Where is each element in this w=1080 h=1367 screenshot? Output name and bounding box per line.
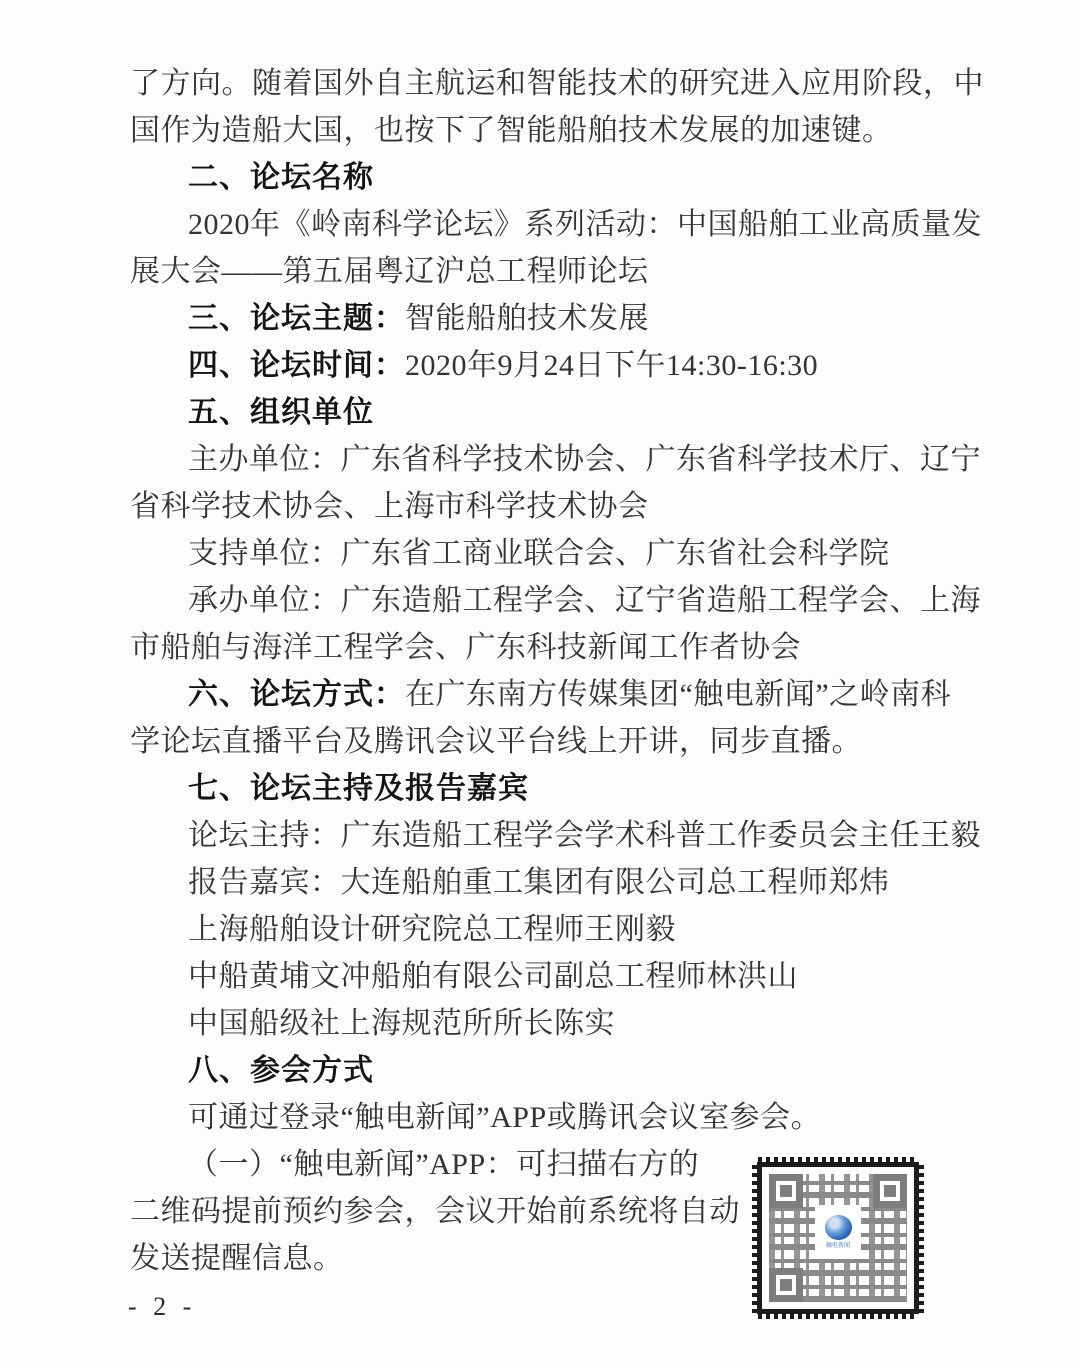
doc-line-heading: 七、论坛主持及报告嘉宾 [188, 772, 529, 805]
doc-line-text: 论坛主持：广东造船工程学会学术科普工作委员会主任王毅 [188, 819, 981, 852]
doc-line [130, 60, 984, 107]
doc-line-text: 可通过登录“触电新闻”APP或腾讯会议室参会。 [188, 1101, 822, 1134]
doc-line [130, 201, 982, 248]
doc-line-text: 了方向。随着国外自主航运和智能技术的研究进入应用阶段，中 [130, 67, 984, 100]
doc-line-text: 在广东南方传媒集团“触电新闻”之岭南科 [405, 678, 952, 711]
doc-line [130, 342, 952, 389]
doc-line [130, 389, 952, 436]
doc-line [130, 483, 952, 530]
doc-line-text: 展大会——第五届粤辽沪总工程师论坛 [130, 255, 649, 288]
doc-line-text: 中国船级社上海规范所所长陈实 [188, 1007, 615, 1040]
doc-line-heading: 六、论坛方式： [188, 678, 405, 711]
document-body [130, 60, 984, 1282]
qr-logo-caption: 触电新闻 [825, 1242, 850, 1249]
doc-line [130, 436, 981, 483]
doc-line [130, 812, 981, 859]
doc-line-text: 支持单位：广东省工商业联合会、广东省社会科学院 [188, 537, 890, 570]
doc-line [130, 107, 952, 154]
doc-line [130, 577, 981, 624]
doc-line-heading: 二、论坛名称 [188, 161, 374, 194]
doc-line-text: 中船黄埔文冲船舶有限公司副总工程师林洪山 [188, 960, 798, 993]
qr-finder-icon [769, 1174, 803, 1208]
chudian-news-logo-icon [825, 1215, 852, 1240]
doc-line-text: 智能船舶技术发展 [405, 302, 649, 335]
doc-line-heading: 三、论坛主题： [188, 302, 405, 335]
doc-line-text: 2020年9月24日下午14:30-16:30 [405, 349, 819, 382]
doc-line [130, 248, 952, 295]
doc-line [130, 859, 952, 906]
doc-line-text: 二维码提前预约参会，会议开始前系统将自动 [130, 1195, 740, 1228]
doc-line-heading: 四、论坛时间： [188, 349, 405, 382]
doc-line [130, 718, 952, 765]
doc-line [130, 1000, 952, 1047]
doc-line-text: 发送提醒信息。 [130, 1242, 344, 1275]
page-number: - 2 - [128, 1292, 197, 1321]
doc-line [130, 1047, 952, 1094]
doc-line-text: 学论坛直播平台及腾讯会议平台线上开讲，同步直播。 [130, 725, 862, 758]
qr-finder-icon [769, 1268, 803, 1302]
doc-line [130, 1094, 952, 1141]
qr-stamp-frame [757, 1162, 919, 1314]
doc-line-text: 主办单位：广东省科学技术协会、广东省科学技术厅、辽宁 [188, 443, 981, 476]
doc-line-text: 2020年《岭南科学论坛》系列活动：中国船舶工业高质量发 [188, 208, 982, 241]
doc-line [130, 671, 952, 718]
doc-line [130, 765, 952, 812]
doc-line [130, 906, 952, 953]
doc-line [130, 530, 952, 577]
qr-center-logo [815, 1205, 861, 1259]
doc-line-text: 省科学技术协会、上海市科学技术协会 [130, 490, 649, 523]
stamp-perforation-bottom [758, 1314, 918, 1319]
qr-stamp [757, 1162, 919, 1314]
doc-line-heading: 八、参会方式 [188, 1054, 374, 1087]
doc-line [130, 953, 952, 1000]
doc-line-text: 市船舶与海洋工程学会、广东科技新闻工作者协会 [130, 631, 801, 664]
stamp-perforation-right [919, 1163, 924, 1313]
doc-line-text: 国作为造船大国，也按下了智能船舶技术发展的加速键。 [130, 114, 893, 147]
doc-line-text: （一）“触电新闻”APP：可扫描右方的 [188, 1148, 700, 1181]
doc-line-text: 上海船舶设计研究院总工程师王刚毅 [188, 913, 676, 946]
doc-line [130, 154, 952, 201]
doc-line-text: 承办单位：广东造船工程学会、辽宁省造船工程学会、上海 [188, 584, 981, 617]
doc-line-heading: 五、组织单位 [188, 396, 374, 429]
qr-finder-icon [873, 1174, 907, 1208]
qr-code [769, 1174, 907, 1302]
doc-line [130, 624, 952, 671]
doc-line-text: 报告嘉宾：大连船舶重工集团有限公司总工程师郑炜 [188, 866, 890, 899]
doc-line [130, 295, 952, 342]
